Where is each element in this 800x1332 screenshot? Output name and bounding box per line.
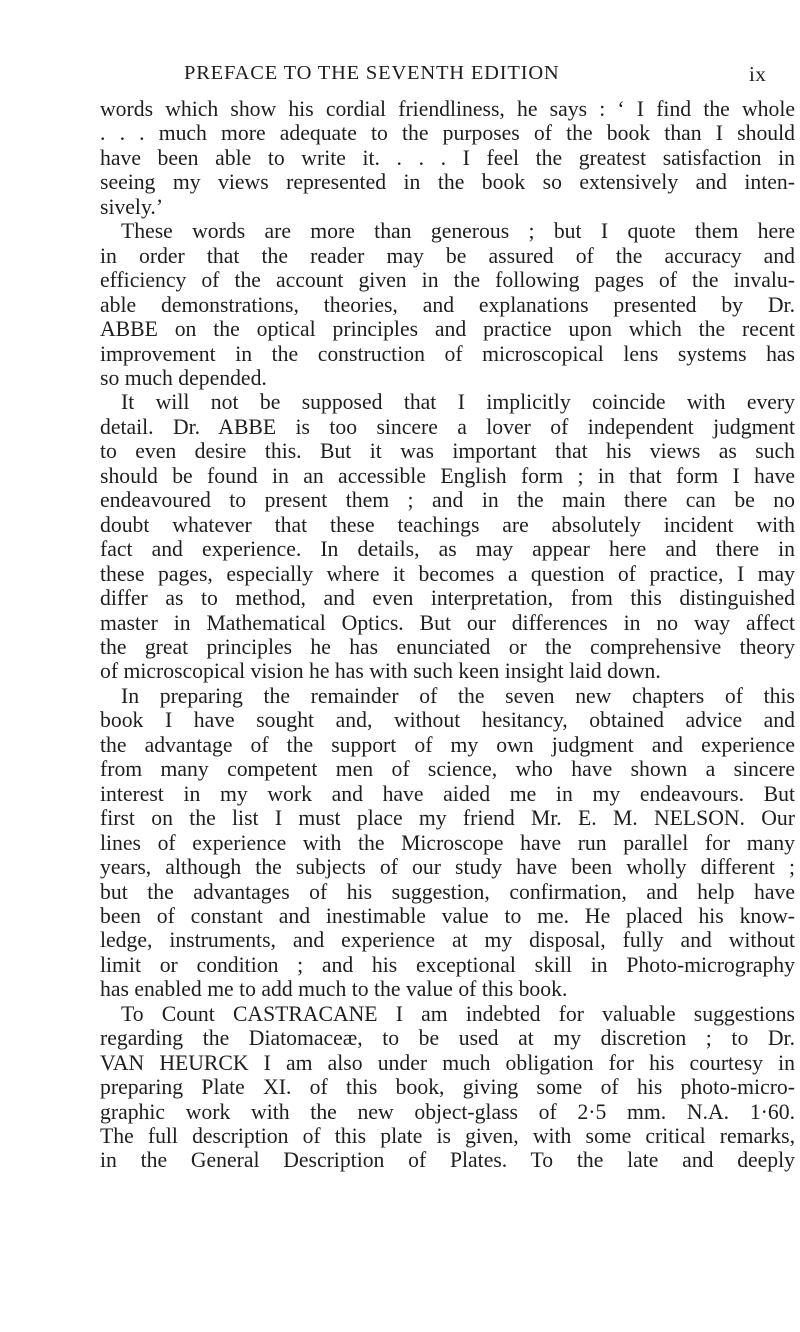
text-line: ledge, instruments, and experience at my disposal, fully and without	[100, 928, 795, 953]
text-line: of microscopical vision he has with such keen insight laid down.	[100, 659, 661, 684]
text-line: improvement in the construction of microscopical lens systems has	[100, 341, 795, 366]
text-line: so much depended.	[100, 365, 267, 390]
text-line: ABBE on the optical principles and practice upon which the recent	[100, 317, 795, 342]
text-line: fact and experience. In details, as may appear here and there in	[100, 537, 795, 562]
text-line: in order that the reader may be assured of the accuracy and	[100, 243, 795, 268]
running-head	[100, 60, 800, 92]
text-line: these pages, especially where it becomes a question of practice, I may	[100, 561, 795, 586]
text-line: the advantage of the support of my own judgment and experience	[100, 732, 795, 757]
text-line: differ as to method, and even interpretation, from this distinguished	[100, 586, 795, 611]
text-line: first on the list I must place my friend Mr. E. M. NELSON. Our	[100, 806, 795, 831]
text-line: in the General Description of Plates. To the late and deeply	[100, 1148, 795, 1173]
body-text	[100, 97, 795, 1173]
text-line: the great principles he has enunciated or the comprehensive theory	[100, 634, 795, 659]
text-line: years, although the subjects of our study have been wholly different ;	[100, 855, 795, 880]
text-line: These words are more than generous ; but I quote them here	[121, 219, 795, 244]
text-line: efficiency of the account given in the following pages of the invalu-	[100, 268, 795, 293]
text-line: have been able to write it. . . . I feel the greatest satisfaction in	[100, 145, 795, 170]
text-line: book I have sought and, without hesitancy, obtained advice and	[100, 708, 795, 733]
running-title: PREFACE TO THE SEVENTH EDITION	[184, 62, 560, 84]
text-line: lines of experience with the Microscope have run parallel for many	[100, 830, 795, 855]
text-line: endeavoured to present them ; and in the main there can be no	[100, 488, 795, 513]
text-line: graphic work with the new object-glass of 2·5 mm. N.A. 1·60.	[100, 1099, 795, 1124]
text-line: preparing Plate XI. of this book, giving some of his photo-micro-	[100, 1075, 795, 1100]
text-line: doubt whatever that these teachings are absolutely incident with	[100, 512, 795, 537]
text-line: but the advantages of his suggestion, confirmation, and help have	[100, 879, 795, 904]
text-line: regarding the Diatomaceæ, to be used at my discretion ; to Dr.	[100, 1026, 795, 1051]
text-line: to even desire this. But it was important that his views as such	[100, 439, 795, 464]
text-line: VAN HEURCK I am also under much obligation for his courtesy in	[100, 1050, 795, 1075]
text-line: words which show his cordial friendliness, he says : ‘ I find the whole	[100, 97, 795, 121]
text-line: able demonstrations, theories, and explanations presented by Dr.	[100, 292, 795, 317]
text-line: has enabled me to add much to the value of this book.	[100, 977, 568, 1002]
text-line: seeing my views represented in the book so extensively and inten-	[100, 170, 795, 195]
text-line: . . . much more adequate to the purposes of the book than I should	[100, 121, 795, 146]
text-line: To Count CASTRACANE I am indebted for valuable suggestions	[121, 1001, 795, 1026]
text-line: It will not be supposed that I implicitly coincide with every	[121, 390, 795, 415]
text-line: In preparing the remainder of the seven new chapters of this	[121, 683, 795, 708]
text-line: should be found in an accessible English form ; in that form I have	[100, 463, 795, 488]
text-line: from many competent men of science, who have shown a sincere	[100, 757, 795, 782]
text-line: interest in my work and have aided me in my endeavours. But	[100, 781, 795, 806]
text-line: master in Mathematical Optics. But our differences in no way affect	[100, 610, 795, 635]
text-line: limit or condition ; and his exceptional skill in Photo-micrography	[100, 952, 795, 977]
page-number: ix	[749, 62, 767, 86]
text-line: The full description of this plate is given, with some critical remarks,	[100, 1124, 795, 1149]
text-line: sively.’	[100, 194, 164, 219]
text-line: been of constant and inestimable value to me. He placed his know-	[100, 903, 795, 928]
text-line: detail. Dr. ABBE is too sincere a lover of independent judgment	[100, 414, 795, 439]
